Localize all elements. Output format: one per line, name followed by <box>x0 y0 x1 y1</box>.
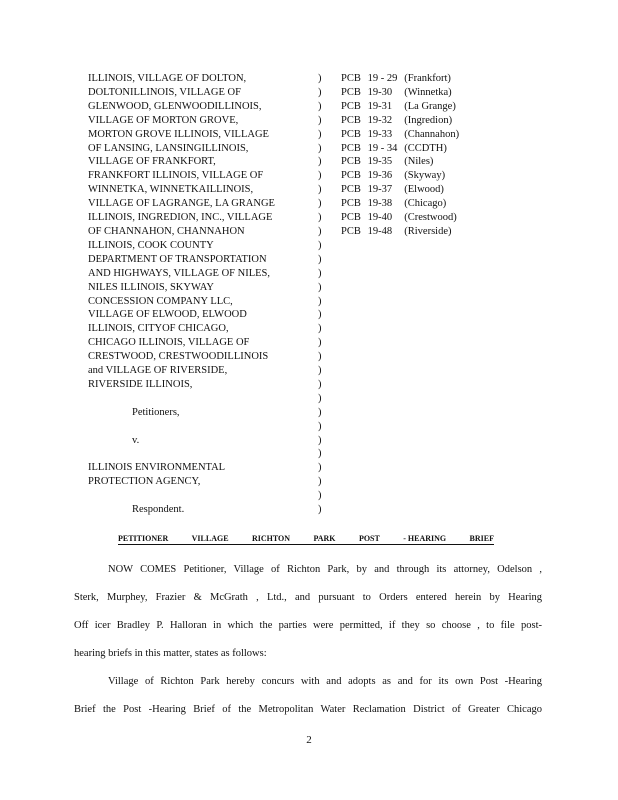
case-name: (Niles) <box>404 156 434 168</box>
case-name: (Skyway) <box>404 170 446 182</box>
caption-paren: ) <box>318 490 322 502</box>
caption-paren: ) <box>318 239 322 251</box>
caption-party-line: VILLAGE OF MORTON GROVE, <box>88 114 239 126</box>
petitioners-label: Petitioners, <box>132 406 180 418</box>
caption-paren: ) <box>318 448 322 460</box>
case-prefix: PCB <box>341 86 361 98</box>
caption-paren: ) <box>318 420 322 432</box>
case-number-row <box>341 169 459 183</box>
case-number: 19-33 <box>367 128 393 140</box>
case-prefix: PCB <box>341 156 361 168</box>
caption-party-line: ILLINOIS, INGREDION, INC., VILLAGE <box>88 212 273 224</box>
case-prefix: PCB <box>341 142 361 154</box>
caption-paren: ) <box>318 114 322 126</box>
caption-party-line: VILLAGE OF LAGRANGE, LA GRANGE <box>88 198 275 210</box>
body-line: NOW COMES Petitioner, Village of Richton Park, by and through its attorney, Odelson , <box>108 564 542 575</box>
caption-paren: ) <box>318 351 322 363</box>
caption-party-line: VILLAGE OF ELWOOD, ELWOOD <box>88 309 247 321</box>
spacer <box>88 392 298 406</box>
caption-paren: ) <box>318 212 322 224</box>
case-number: 19-37 <box>367 184 393 196</box>
case-prefix: PCB <box>341 128 361 140</box>
caption-paren: ) <box>318 504 322 516</box>
caption-party-line: ILLINOIS, VILLAGE OF DOLTON, <box>88 73 247 84</box>
caption-paren: ) <box>318 170 322 182</box>
respondent-name-line: PROTECTION AGENCY, <box>88 476 201 488</box>
caption-paren: ) <box>318 309 322 321</box>
case-number-row <box>341 86 459 100</box>
spacer <box>88 489 298 503</box>
caption-paren: ) <box>318 392 322 404</box>
case-number: 19-31 <box>367 100 393 112</box>
case-number-row <box>341 72 459 86</box>
case-number: 19-32 <box>367 114 393 126</box>
case-number-row <box>341 114 459 128</box>
caption-paren: ) <box>318 225 322 237</box>
body-line: hearing briefs in this matter, states as follows: <box>74 648 267 659</box>
caption-party-line: AND HIGHWAYS, VILLAGE OF NILES, <box>88 267 270 279</box>
case-number: 19-35 <box>367 156 393 168</box>
caption-party-line: and VILLAGE OF RIVERSIDE, <box>88 365 228 377</box>
respondent-name-line: ILLINOIS ENVIRONMENTAL <box>88 462 226 474</box>
caption-party-line: CHICAGO ILLINOIS, VILLAGE OF <box>88 337 250 349</box>
caption-paren: ) <box>318 365 322 377</box>
case-number-row <box>341 155 459 169</box>
caption-paren: ) <box>318 86 322 98</box>
case-name: (CCDTH) <box>404 142 447 154</box>
caption-paren: ) <box>318 281 322 293</box>
case-number-row <box>341 142 459 156</box>
caption-party-line: GLENWOOD, GLENWOODILLINOIS, <box>88 100 262 112</box>
title-word: RICHTON <box>251 534 291 543</box>
case-prefix: PCB <box>341 100 361 112</box>
caption-party-line: FRANKFORT ILLINOIS, VILLAGE OF <box>88 170 264 182</box>
caption-party-line: VILLAGE OF FRANKFORT, <box>88 156 216 168</box>
paragraph-2 <box>74 668 542 724</box>
case-prefix: PCB <box>341 73 361 84</box>
caption-paren: ) <box>318 267 322 279</box>
caption-party-line: RIVERSIDE ILLINOIS, <box>88 378 193 390</box>
caption-party-line: CRESTWOOD, CRESTWOODILLINOIS <box>88 351 269 363</box>
spacer <box>88 420 298 434</box>
case-prefix: PCB <box>341 212 361 224</box>
caption-paren: ) <box>318 73 322 84</box>
caption-paren: ) <box>318 323 322 335</box>
caption-paren: ) <box>318 156 322 168</box>
case-number-row <box>341 100 459 114</box>
case-number-row <box>341 225 459 239</box>
caption-paren: ) <box>318 476 322 488</box>
caption-party-line: CONCESSION COMPANY LLC, <box>88 295 233 307</box>
paragraph-1 <box>74 556 542 668</box>
caption-petitioners-block <box>88 72 298 517</box>
case-number-row <box>341 128 459 142</box>
case-prefix: PCB <box>341 184 361 196</box>
title-word: PETITIONER <box>118 534 169 543</box>
title-word: POST <box>358 534 380 543</box>
case-number: 19-40 <box>367 212 393 224</box>
caption-party-line: OF CHANNAHON, CHANNAHON <box>88 225 245 237</box>
caption-parenthesis-column <box>318 72 322 517</box>
case-number-row <box>341 197 459 211</box>
caption-party-line: ILLINOIS, CITYOF CHICAGO, <box>88 323 229 335</box>
case-prefix: PCB <box>341 170 361 182</box>
caption-paren: ) <box>318 378 322 390</box>
respondent-label: Respondent. <box>132 504 185 516</box>
case-name: (Winnetka) <box>404 86 452 98</box>
body-line: Off icer Bradley P. Halloran in which the parties were permitted, if they so choose , to file post- <box>74 620 542 631</box>
case-name: (Chicago) <box>404 198 447 210</box>
body-line: Sterk, Murphey, Frazier & McGrath , Ltd., and pursuant to Orders entered herein by Hearing <box>74 592 542 603</box>
spacer <box>88 447 298 461</box>
caption-paren: ) <box>318 253 322 265</box>
caption-paren: ) <box>318 100 322 112</box>
caption-party-line: MORTON GROVE ILLINOIS, VILLAGE <box>88 128 269 140</box>
case-name: (Elwood) <box>404 184 444 196</box>
title-word: PARK <box>313 534 336 543</box>
case-name: (Channahon) <box>404 128 460 140</box>
caption-paren: ) <box>318 295 322 307</box>
caption-paren: ) <box>318 142 322 154</box>
body-line: Village of Richton Park hereby concurs with and adopts as and for its own Post -Hearing <box>108 676 542 687</box>
caption-party-line: DEPARTMENT OF TRANSPORTATION <box>88 253 267 265</box>
case-name: (Crestwood) <box>404 212 457 224</box>
caption-party-line: WINNETKA, WINNETKAILLINOIS, <box>88 184 254 196</box>
case-number: 19-38 <box>367 198 393 210</box>
caption-paren: ) <box>318 434 322 446</box>
page-number: 2 <box>306 734 312 746</box>
case-number-row <box>341 183 459 197</box>
title-word: - HEARING <box>403 534 447 543</box>
case-number: 19-36 <box>367 170 393 182</box>
caption-party-line: OF LANSING, LANSINGILLINOIS, <box>88 142 249 154</box>
case-number: 19-48 <box>367 225 393 237</box>
case-number: 19-30 <box>367 86 393 98</box>
document-body <box>74 556 542 724</box>
title-word: VILLAGE <box>191 534 229 543</box>
caption-party-line: NILES ILLINOIS, SKYWAY <box>88 281 214 293</box>
case-prefix: PCB <box>341 225 361 237</box>
case-prefix: PCB <box>341 114 361 126</box>
caption-paren: ) <box>318 198 322 210</box>
caption-party-line: DOLTONILLINOIS, VILLAGE OF <box>88 86 241 98</box>
case-number: 19 - 34 <box>367 142 398 154</box>
case-numbers-list <box>341 72 459 239</box>
case-number: 19 - 29 <box>367 73 398 84</box>
case-name: (Riverside) <box>404 225 452 237</box>
case-prefix: PCB <box>341 198 361 210</box>
caption-paren: ) <box>318 406 322 418</box>
title-word: BRIEF <box>469 534 494 543</box>
body-line: Brief the Post -Hearing Brief of the Metropolitan Water Reclamation District of Greater Chicago <box>74 704 542 715</box>
case-name: (Ingredion) <box>404 114 453 126</box>
caption-party-line: ILLINOIS, COOK COUNTY <box>88 239 214 251</box>
caption-paren: ) <box>318 462 322 474</box>
case-name: (Frankfort) <box>404 73 451 84</box>
case-number-row <box>341 211 459 225</box>
caption-paren: ) <box>318 337 322 349</box>
versus-label: v. <box>132 434 140 446</box>
caption-paren: ) <box>318 128 322 140</box>
caption-paren: ) <box>318 184 322 196</box>
case-name: (La Grange) <box>404 100 456 112</box>
document-title <box>118 534 494 545</box>
